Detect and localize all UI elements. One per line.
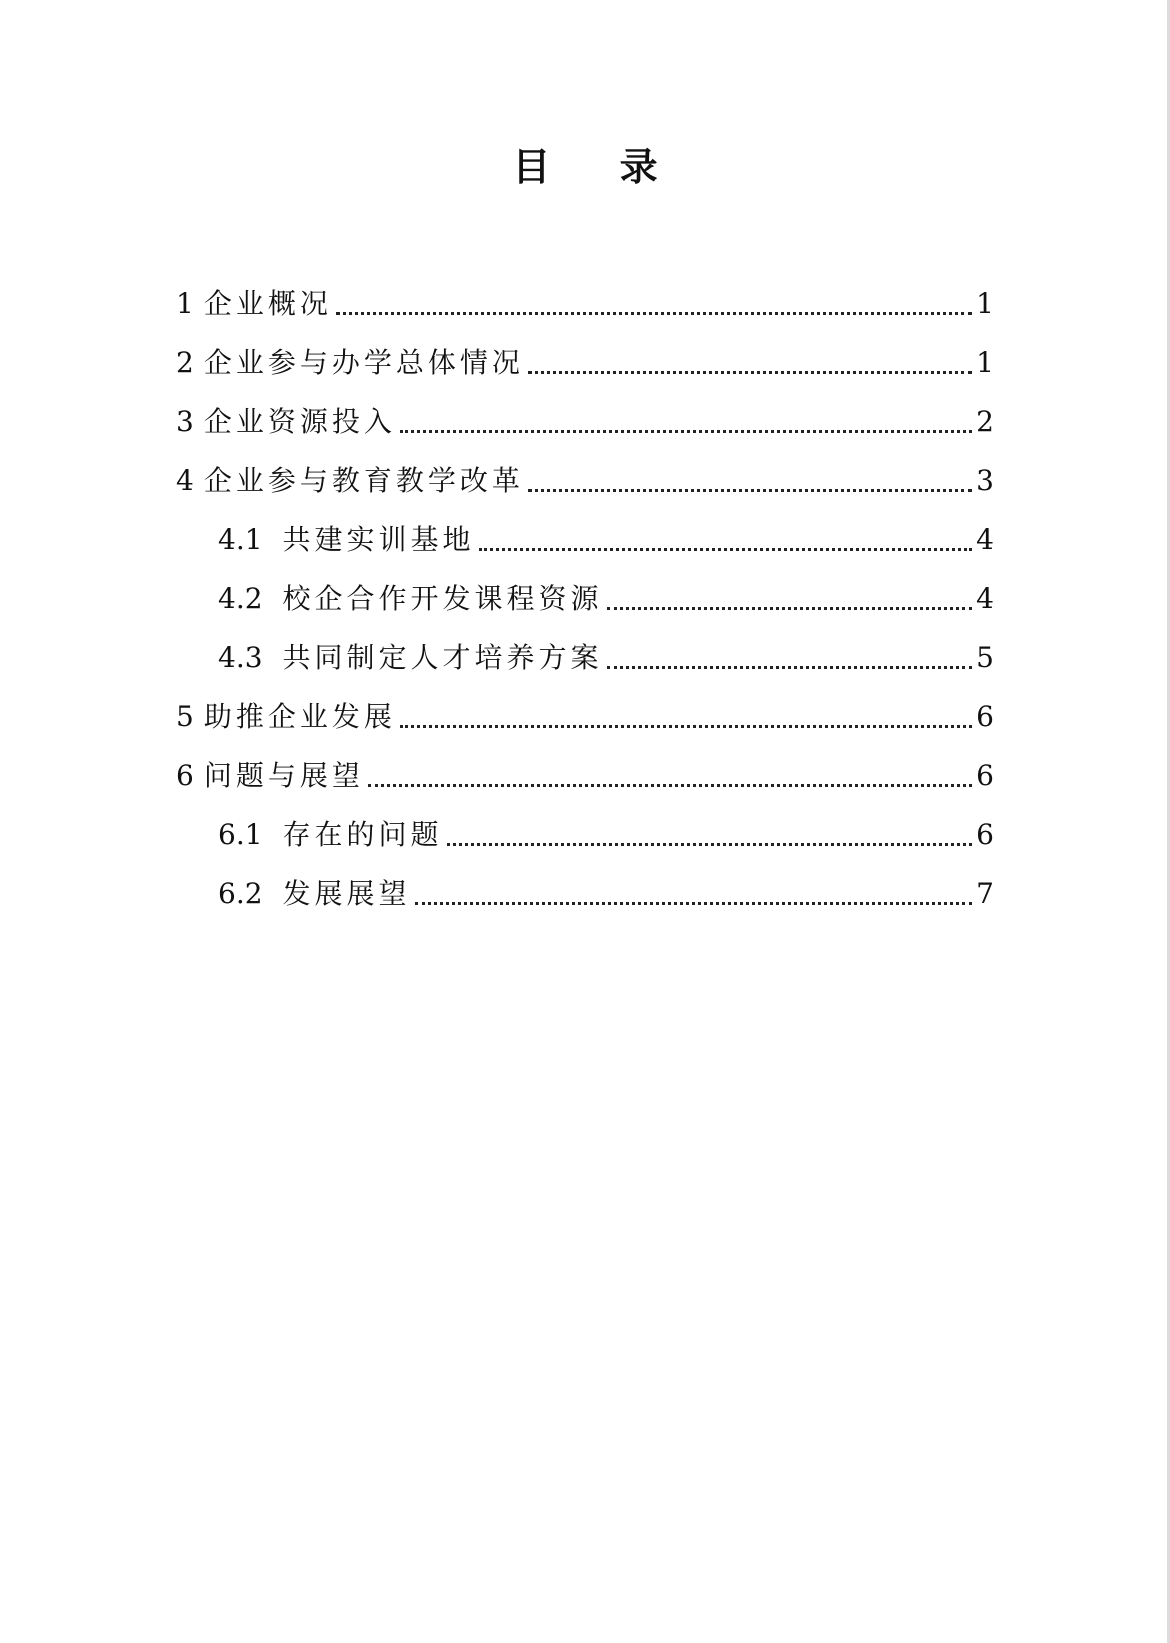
dot-leader	[447, 843, 973, 846]
toc-entry-page: 1	[976, 346, 994, 379]
toc-subentry[interactable]	[218, 579, 994, 619]
toc-entry-number: 3	[176, 405, 194, 438]
toc-entry-title: 问题与展望	[203, 759, 364, 792]
dot-leader	[528, 489, 972, 492]
toc-entry-title: 企业概况	[203, 287, 332, 320]
toc-entry-number: 6.1	[218, 818, 263, 851]
toc-entry-title: 校企合作开发课程资源	[282, 582, 603, 615]
toc-entry-title: 企业参与教育教学改革	[203, 464, 524, 497]
toc-entry-page: 1	[976, 287, 994, 320]
toc-entry-number: 4	[176, 464, 194, 497]
toc-entry[interactable]	[176, 697, 994, 737]
dot-leader	[479, 548, 973, 551]
toc-entry-page: 3	[976, 464, 994, 497]
toc-subentry[interactable]	[218, 874, 994, 914]
toc-entry-page: 6	[976, 759, 994, 792]
toc-title: 目 录	[512, 144, 686, 189]
toc-entry-page: 4	[976, 582, 994, 615]
dot-leader	[400, 430, 972, 433]
dot-leader	[400, 725, 972, 728]
toc-entry-title: 共建实训基地	[282, 523, 475, 556]
toc-entry-title: 企业参与办学总体情况	[203, 346, 524, 379]
toc-entry-number: 1	[176, 287, 194, 320]
toc-entry-page: 5	[976, 641, 994, 674]
toc-entry-page: 6	[976, 700, 994, 733]
toc-entry-number: 4.1	[218, 523, 263, 556]
toc-entry-number: 4.3	[218, 641, 263, 674]
toc-entry-number: 6.2	[218, 877, 263, 910]
toc-entry-title: 共同制定人才培养方案	[282, 641, 603, 674]
dot-leader	[336, 312, 972, 315]
toc-subentry[interactable]	[218, 520, 994, 560]
toc-entry[interactable]	[176, 343, 994, 383]
toc-subentry[interactable]	[218, 815, 994, 855]
dot-leader	[528, 371, 972, 374]
dot-leader	[607, 607, 973, 610]
toc-entry[interactable]	[176, 461, 994, 501]
toc-entry-number: 4.2	[218, 582, 263, 615]
toc-entry-title: 企业资源投入	[203, 405, 396, 438]
toc-entry-page: 6	[976, 818, 994, 851]
toc-entry-title: 存在的问题	[282, 818, 443, 851]
dot-leader	[368, 784, 972, 787]
toc-entry[interactable]	[176, 402, 994, 442]
toc-entry-number: 2	[176, 346, 194, 379]
toc-entry-number: 5	[176, 700, 194, 733]
toc-subentry[interactable]	[218, 638, 994, 678]
toc-entry-page: 4	[976, 523, 994, 556]
toc-entry-title: 助推企业发展	[203, 700, 396, 733]
toc-entry[interactable]	[176, 756, 994, 796]
dot-leader	[415, 902, 973, 905]
dot-leader	[607, 666, 973, 669]
toc-entry-page: 2	[976, 405, 994, 438]
toc-entry-number: 6	[176, 759, 194, 792]
toc-entry-page: 7	[976, 877, 994, 910]
toc-entry[interactable]	[176, 284, 994, 324]
toc-entry-title: 发展展望	[282, 877, 411, 910]
